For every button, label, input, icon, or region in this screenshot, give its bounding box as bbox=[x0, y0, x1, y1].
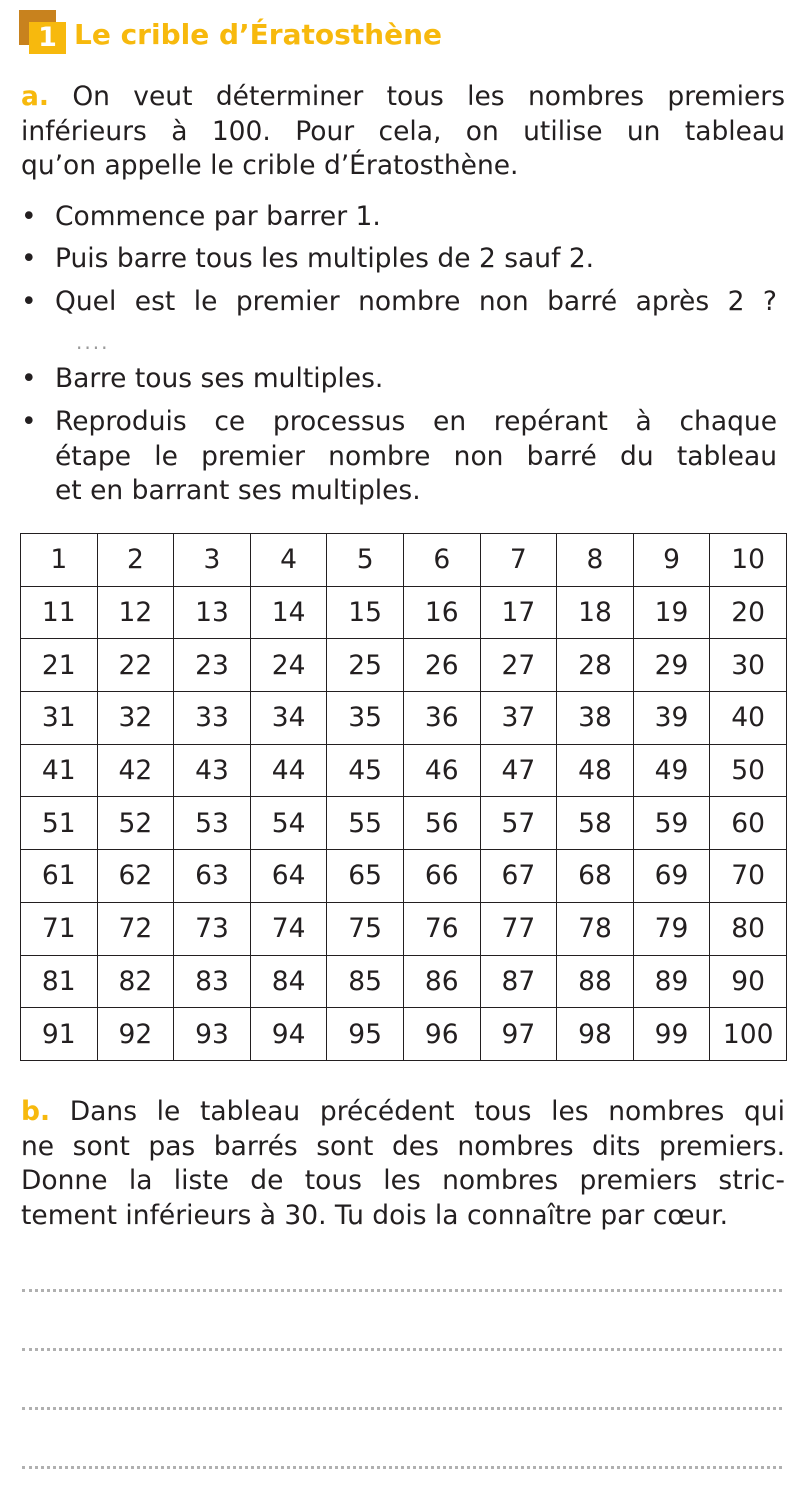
sieve-cell[interactable]: 6 bbox=[403, 534, 480, 587]
sieve-cell[interactable]: 60 bbox=[710, 797, 787, 850]
sieve-cell[interactable]: 66 bbox=[403, 850, 480, 903]
sieve-cell[interactable]: 55 bbox=[327, 797, 404, 850]
list-item-line-3: et en barrant ses multiples. bbox=[55, 475, 421, 506]
sieve-cell[interactable]: 89 bbox=[633, 955, 710, 1008]
sieve-cell[interactable]: 13 bbox=[174, 586, 251, 639]
sieve-cell[interactable]: 70 bbox=[710, 850, 787, 903]
sieve-cell[interactable]: 3 bbox=[174, 534, 251, 587]
sieve-cell[interactable]: 33 bbox=[174, 692, 251, 745]
sieve-cell[interactable]: 36 bbox=[403, 692, 480, 745]
sieve-cell[interactable]: 82 bbox=[97, 955, 174, 1008]
sieve-cell[interactable]: 92 bbox=[97, 1008, 174, 1061]
sieve-cell[interactable]: 29 bbox=[633, 639, 710, 692]
sieve-cell[interactable]: 25 bbox=[327, 639, 404, 692]
sieve-cell[interactable]: 54 bbox=[250, 797, 327, 850]
exercise-number: 1 bbox=[29, 22, 66, 54]
sieve-cell[interactable]: 27 bbox=[480, 639, 557, 692]
part-a-intro-line-1: On veut déterminer tous les nombres premiers bbox=[72, 81, 785, 112]
sieve-cell[interactable]: 52 bbox=[97, 797, 174, 850]
sieve-cell[interactable]: 50 bbox=[710, 744, 787, 797]
sieve-cell[interactable]: 65 bbox=[327, 850, 404, 903]
sieve-cell[interactable]: 19 bbox=[633, 586, 710, 639]
sieve-cell[interactable]: 11 bbox=[21, 586, 98, 639]
part-a-intro bbox=[21, 80, 785, 184]
sieve-cell[interactable]: 59 bbox=[633, 797, 710, 850]
sieve-cell[interactable]: 7 bbox=[480, 534, 557, 587]
sieve-cell[interactable]: 71 bbox=[21, 902, 98, 955]
sieve-cell[interactable]: 32 bbox=[97, 692, 174, 745]
answer-line[interactable] bbox=[22, 1407, 782, 1411]
sieve-cell[interactable]: 93 bbox=[174, 1008, 251, 1061]
part-a-intro-line-3: qu’on appelle le crible d’Ératosthène. bbox=[21, 150, 519, 181]
sieve-cell[interactable]: 43 bbox=[174, 744, 251, 797]
sieve-cell[interactable]: 67 bbox=[480, 850, 557, 903]
sieve-cell[interactable]: 53 bbox=[174, 797, 251, 850]
sieve-cell[interactable]: 34 bbox=[250, 692, 327, 745]
sieve-cell[interactable]: 21 bbox=[21, 639, 98, 692]
list-item-text: Puis barre tous les multiples de 2 sauf 2. bbox=[55, 243, 595, 274]
sieve-cell[interactable]: 95 bbox=[327, 1008, 404, 1061]
sieve-cell[interactable]: 16 bbox=[403, 586, 480, 639]
sieve-cell[interactable]: 12 bbox=[97, 586, 174, 639]
sieve-cell[interactable]: 98 bbox=[557, 1008, 634, 1061]
sieve-cell[interactable]: 40 bbox=[710, 692, 787, 745]
sieve-cell[interactable]: 99 bbox=[633, 1008, 710, 1061]
sieve-cell[interactable]: 73 bbox=[174, 902, 251, 955]
list-item-text: Quel est le premier nombre non barré après 2 ? bbox=[55, 286, 777, 317]
sieve-row bbox=[21, 797, 787, 850]
sieve-cell[interactable]: 31 bbox=[21, 692, 98, 745]
answer-line[interactable] bbox=[22, 1289, 782, 1293]
sieve-cell[interactable]: 41 bbox=[21, 744, 98, 797]
sieve-cell[interactable]: 37 bbox=[480, 692, 557, 745]
sieve-cell[interactable]: 74 bbox=[250, 902, 327, 955]
sieve-row bbox=[21, 1008, 787, 1061]
part-b-line-3: Donne la liste de tous les nombres premiers stric- bbox=[21, 1165, 785, 1196]
sieve-cell[interactable]: 91 bbox=[21, 1008, 98, 1061]
sieve-cell[interactable]: 100 bbox=[710, 1008, 787, 1061]
sieve-cell[interactable]: 46 bbox=[403, 744, 480, 797]
sieve-cell[interactable]: 39 bbox=[633, 692, 710, 745]
answer-line[interactable] bbox=[22, 1466, 782, 1470]
sieve-cell[interactable]: 81 bbox=[21, 955, 98, 1008]
sieve-cell[interactable]: 38 bbox=[557, 692, 634, 745]
sieve-cell[interactable]: 26 bbox=[403, 639, 480, 692]
sieve-cell[interactable]: 28 bbox=[557, 639, 634, 692]
sieve-cell[interactable]: 18 bbox=[557, 586, 634, 639]
bullet-icon: • bbox=[21, 406, 37, 437]
sieve-cell[interactable]: 10 bbox=[710, 534, 787, 587]
sieve-cell[interactable]: 47 bbox=[480, 744, 557, 797]
sieve-cell[interactable]: 45 bbox=[327, 744, 404, 797]
sieve-cell[interactable]: 69 bbox=[633, 850, 710, 903]
sieve-cell[interactable]: 76 bbox=[403, 902, 480, 955]
sieve-cell[interactable]: 30 bbox=[710, 639, 787, 692]
sieve-row bbox=[21, 692, 787, 745]
sieve-cell[interactable]: 64 bbox=[250, 850, 327, 903]
exercise-header bbox=[19, 10, 799, 58]
sieve-cell[interactable]: 23 bbox=[174, 639, 251, 692]
sieve-cell[interactable]: 87 bbox=[480, 955, 557, 1008]
bullet-icon: • bbox=[21, 243, 37, 274]
part-a-label: a. bbox=[21, 81, 49, 112]
list-item-text: Barre tous ses multiples. bbox=[55, 363, 384, 394]
sieve-cell[interactable]: 77 bbox=[480, 902, 557, 955]
sieve-row bbox=[21, 586, 787, 639]
sieve-cell[interactable]: 14 bbox=[250, 586, 327, 639]
sieve-cell[interactable]: 4 bbox=[250, 534, 327, 587]
sieve-cell[interactable]: 85 bbox=[327, 955, 404, 1008]
sieve-cell[interactable]: 51 bbox=[21, 797, 98, 850]
sieve-cell[interactable]: 61 bbox=[21, 850, 98, 903]
sieve-row bbox=[21, 639, 787, 692]
sieve-cell[interactable]: 84 bbox=[250, 955, 327, 1008]
list-item-line-2: étape le premier nombre non barré du tableau bbox=[55, 440, 777, 472]
list-item-text bbox=[55, 405, 777, 509]
sieve-row bbox=[21, 955, 787, 1008]
part-b-text bbox=[21, 1095, 785, 1233]
sieve-cell[interactable]: 17 bbox=[480, 586, 557, 639]
bullet-icon: • bbox=[21, 286, 37, 317]
sieve-cell[interactable]: 42 bbox=[97, 744, 174, 797]
sieve-cell[interactable]: 79 bbox=[633, 902, 710, 955]
part-b-line-4: tement inférieurs à 30. Tu dois la connaître par cœur. bbox=[21, 1199, 729, 1231]
sieve-cell[interactable]: 8 bbox=[557, 534, 634, 587]
answer-line[interactable] bbox=[22, 1348, 782, 1352]
sieve-cell[interactable]: 90 bbox=[710, 955, 787, 1008]
sieve-cell[interactable]: 68 bbox=[557, 850, 634, 903]
sieve-cell[interactable]: 94 bbox=[250, 1008, 327, 1061]
sieve-cell[interactable]: 15 bbox=[327, 586, 404, 639]
part-b-line-1: Dans le tableau précédent tous les nombres qui bbox=[69, 1096, 785, 1127]
sieve-cell[interactable]: 22 bbox=[97, 639, 174, 692]
sieve-cell[interactable]: 44 bbox=[250, 744, 327, 797]
sieve-cell[interactable]: 86 bbox=[403, 955, 480, 1008]
answer-dots: .... bbox=[76, 330, 110, 354]
sieve-cell[interactable]: 24 bbox=[250, 639, 327, 692]
bullet-icon: • bbox=[21, 201, 37, 232]
sieve-cell[interactable]: 78 bbox=[557, 902, 634, 955]
sieve-table bbox=[20, 533, 787, 1061]
sieve-row bbox=[21, 744, 787, 797]
sieve-cell[interactable]: 58 bbox=[557, 797, 634, 850]
sieve-cell[interactable]: 56 bbox=[403, 797, 480, 850]
list-item-text: Commence par barrer 1. bbox=[55, 201, 381, 232]
part-b-label: b. bbox=[21, 1096, 51, 1127]
bullet-icon: • bbox=[21, 363, 37, 394]
sieve-row bbox=[21, 850, 787, 903]
sieve-cell[interactable]: 9 bbox=[633, 534, 710, 587]
sieve-cell[interactable]: 48 bbox=[557, 744, 634, 797]
sieve-cell[interactable]: 72 bbox=[97, 902, 174, 955]
sieve-cell[interactable]: 62 bbox=[97, 850, 174, 903]
sieve-cell[interactable]: 35 bbox=[327, 692, 404, 745]
sieve-cell[interactable]: 83 bbox=[174, 955, 251, 1008]
sieve-cell[interactable]: 57 bbox=[480, 797, 557, 850]
list-item-line-1: Reproduis ce processus en repérant à chaque bbox=[55, 406, 777, 437]
exercise-title: Le crible d’Ératosthène bbox=[74, 18, 442, 51]
sieve-row bbox=[21, 902, 787, 955]
part-b-line-2: ne sont pas barrés sont des nombres dits premiers. bbox=[21, 1130, 785, 1162]
part-a-intro-line-2: inférieurs à 100. Pour cela, on utilise un tableau bbox=[21, 115, 785, 147]
sieve-cell[interactable]: 5 bbox=[327, 534, 404, 587]
sieve-cell[interactable]: 88 bbox=[557, 955, 634, 1008]
sieve-cell[interactable]: 2 bbox=[97, 534, 174, 587]
sieve-cell[interactable]: 80 bbox=[710, 902, 787, 955]
sieve-cell[interactable]: 96 bbox=[403, 1008, 480, 1061]
sieve-cell[interactable]: 1 bbox=[21, 534, 98, 587]
sieve-row bbox=[21, 534, 787, 587]
sieve-cell[interactable]: 97 bbox=[480, 1008, 557, 1061]
sieve-cell[interactable]: 49 bbox=[633, 744, 710, 797]
exercise-number-badge bbox=[19, 10, 67, 58]
sieve-cell[interactable]: 75 bbox=[327, 902, 404, 955]
sieve-cell[interactable]: 63 bbox=[174, 850, 251, 903]
sieve-cell[interactable]: 20 bbox=[710, 586, 787, 639]
